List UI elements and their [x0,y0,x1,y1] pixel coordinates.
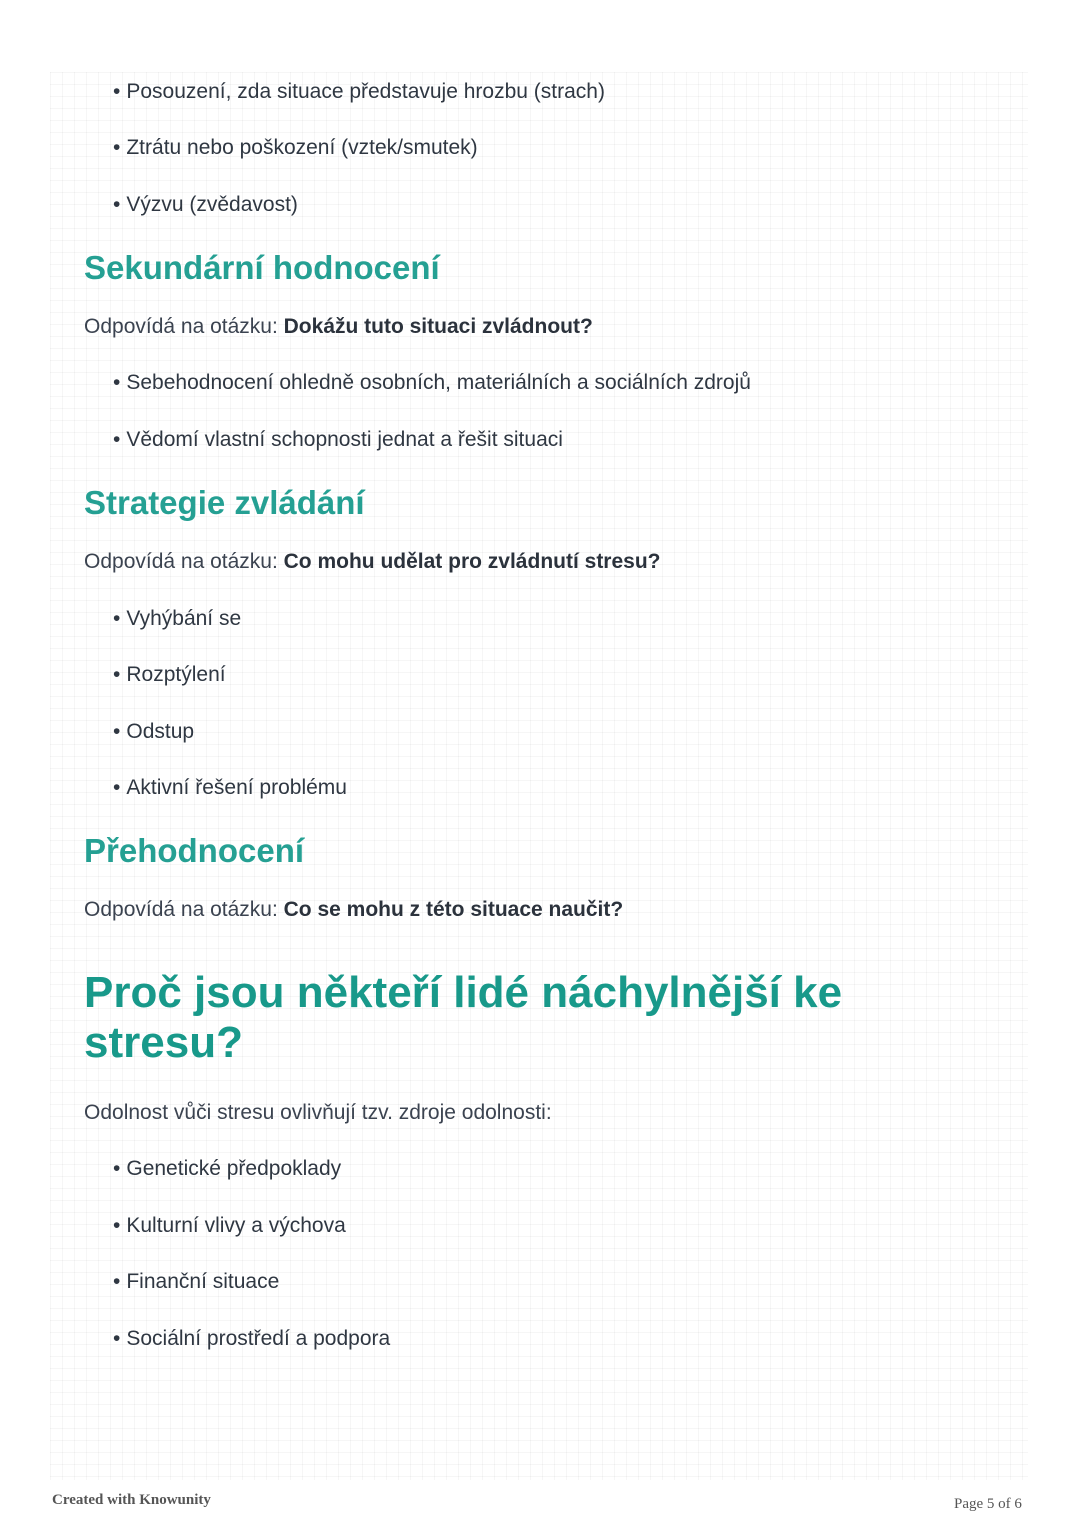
page-number: Page 5 of 6 [954,1496,1022,1512]
section-heading-coping: Strategie zvládání [84,484,365,521]
list-item: • Odstup [113,720,195,743]
question-paragraph: Odpovídá na otázku: Dokážu tuto situaci zvládnout? [84,315,593,338]
list-item: • Posouzení, zda situace představuje hrozbu (strach) [113,80,605,103]
list-item: • Kulturní vlivy a výchova [113,1214,346,1237]
list-item: • Rozptýlení [113,663,226,686]
list-item: • Výzvu (zvědavost) [113,193,298,216]
list-item: • Vyhýbání se [113,607,242,630]
section-heading-reappraisal: Přehodnocení [84,832,305,869]
question-paragraph: Odpovídá na otázku: Co se mohu z této situace naučit? [84,898,624,921]
list-item: • Aktivní řešení problému [113,776,347,799]
list-item: • Sebehodnocení ohledně osobních, materiálních a sociálních zdrojů [113,371,751,394]
list-item: • Genetické předpoklady [113,1157,342,1180]
question-paragraph: Odpovídá na otázku: Co mohu udělat pro zvládnutí stresu? [84,550,661,573]
list-item: • Finanční situace [113,1270,280,1293]
list-item: • Vědomí vlastní schopnosti jednat a řešit situaci [113,428,563,451]
intro-paragraph: Odolnost vůči stresu ovlivňují tzv. zdroje odolnosti: [84,1101,552,1124]
section-heading-secondary: Sekundární hodnocení [84,249,440,286]
section-heading-susceptibility: Proč jsou někteří lidé náchylnější ke stresu? [84,968,843,1067]
list-item: • Ztrátu nebo poškození (vztek/smutek) [113,136,478,159]
list-item: • Sociální prostředí a podpora [113,1327,391,1350]
footer-credit: Created with Knowunity [52,1492,211,1508]
